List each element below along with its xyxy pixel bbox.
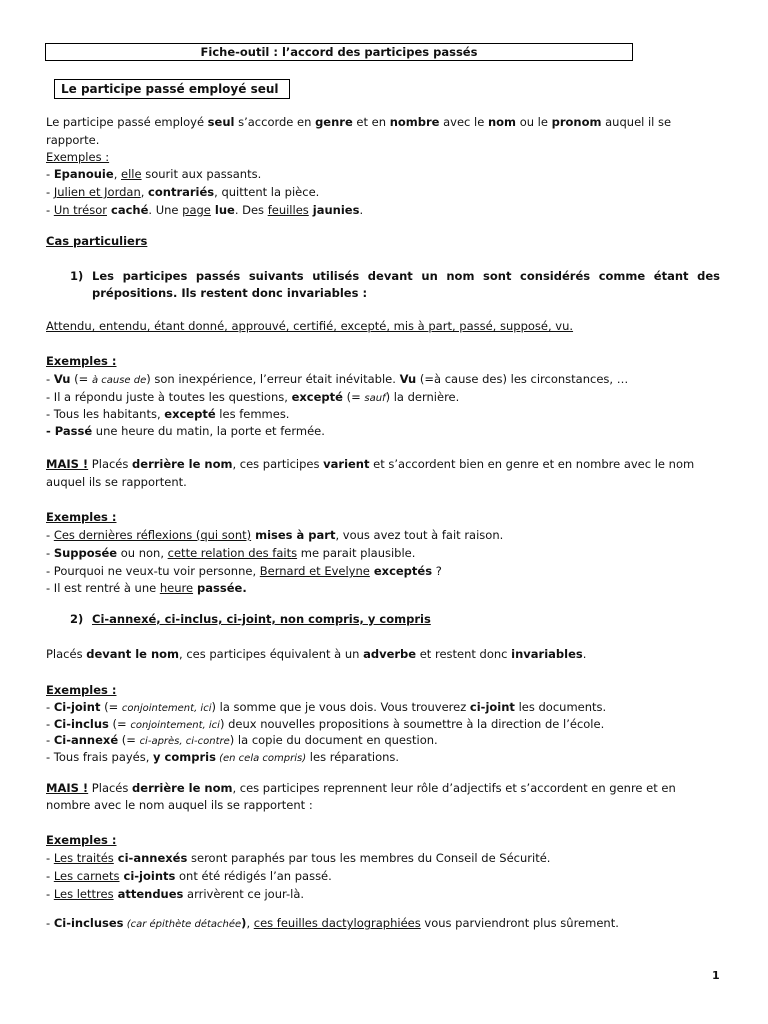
rule-2: 2) Ci-annexé, ci-inclus, ci-joint, non compris, y compris [70, 612, 431, 626]
example-line: - Vu (= à cause de) son inexpérience, l’erreur était inévitable. Vu (=à cause des) les circonstances, … [46, 372, 629, 386]
placed-paragraph: Placés devant le nom, ces participes équivalent à un adverbe et restent donc invariables. [46, 647, 587, 661]
examples-label: Exemples : [46, 354, 117, 368]
mais-paragraph-2: MAIS ! Placés derrière le nom, ces participes reprennent leur rôle d’adjectifs et s’accordent en genre et en [46, 781, 676, 795]
mais-paragraph: MAIS ! Placés derrière le nom, ces participes varient et s’accordent bien en genre et en nombre avec le nom [46, 457, 695, 471]
example-line: - Supposée ou non, cette relation des faits me parait plausible. [46, 546, 416, 560]
mais-line-2: nombre avec le nom auquel ils se rapportent : [46, 798, 313, 812]
example-line: - Ci-joint (= conjointement, ici) la somme que je vous dois. Vous trouverez ci-joint les documents. [46, 700, 607, 714]
example-line: - Tous frais payés, y compris (en cela compris) les réparations. [46, 750, 400, 764]
document-title: Fiche-outil : l’accord des participes passés [45, 43, 633, 61]
example-line: - Un trésor caché. Une page lue. Des feuilles jaunies. [46, 203, 364, 217]
example-line: - Les carnets ci-joints ont été rédigés l’an passé. [46, 869, 332, 883]
examples-label: Exemples : [46, 833, 117, 847]
rule-1: 1) Les participes passés suivants utilisés devant un nom sont considérés comme étant des prépositions. Ils restent donc invariables : [70, 269, 720, 300]
examples-label: Exemples : [46, 150, 110, 164]
example-line: - Les traités ci-annexés seront paraphés par tous les membres du Conseil de Sécurité. [46, 851, 551, 865]
intro-paragraph: Le participe passé employé seul s’accorde en genre et en nombre avec le nom ou le pronom auquel il se [46, 115, 672, 129]
example-line: - Julien et Jordan, contrariés, quittent la pièce. [46, 185, 320, 199]
cas-particuliers-heading: Cas particuliers [46, 234, 148, 248]
example-line: - Tous les habitants, excepté les femmes. [46, 407, 290, 421]
example-line: - Ci-incluses (car épithète détachée), ces feuilles dactylographiées vous parviendront plus sûrement. [46, 916, 619, 930]
example-line: - Il est rentré à une heure passée. [46, 581, 247, 595]
intro-line-2: rapporte. [46, 133, 100, 147]
example-line: - Epanouie, elle sourit aux passants. [46, 167, 262, 181]
examples-label: Exemples : [46, 510, 117, 524]
page-number: 1 [712, 969, 720, 982]
preposition-list: Attendu, entendu, étant donné, approuvé, certifié, excepté, mis à part, passé, supposé, vu. [46, 319, 574, 333]
section-heading: Le participe passé employé seul [54, 79, 290, 99]
example-line: - Ci-annexé (= ci-après, ci-contre) la copie du document en question. [46, 733, 438, 747]
example-line: - Passé une heure du matin, la porte et fermée. [46, 424, 325, 438]
mais-line-2: auquel ils se rapportent. [46, 475, 187, 489]
example-line: - Pourquoi ne veux-tu voir personne, Bernard et Evelyne exceptés ? [46, 564, 442, 578]
example-line: - Les lettres attendues arrivèrent ce jour-là. [46, 887, 305, 901]
example-line: - Ci-inclus (= conjointement, ici) deux nouvelles propositions à soumettre à la direction de l’école. [46, 717, 605, 731]
example-line: - Il a répondu juste à toutes les questions, excepté (= sauf) la dernière. [46, 390, 460, 404]
examples-label: Exemples : [46, 683, 117, 697]
example-line: - Ces dernières réflexions (qui sont) mises à part, vous avez tout à fait raison. [46, 528, 504, 542]
